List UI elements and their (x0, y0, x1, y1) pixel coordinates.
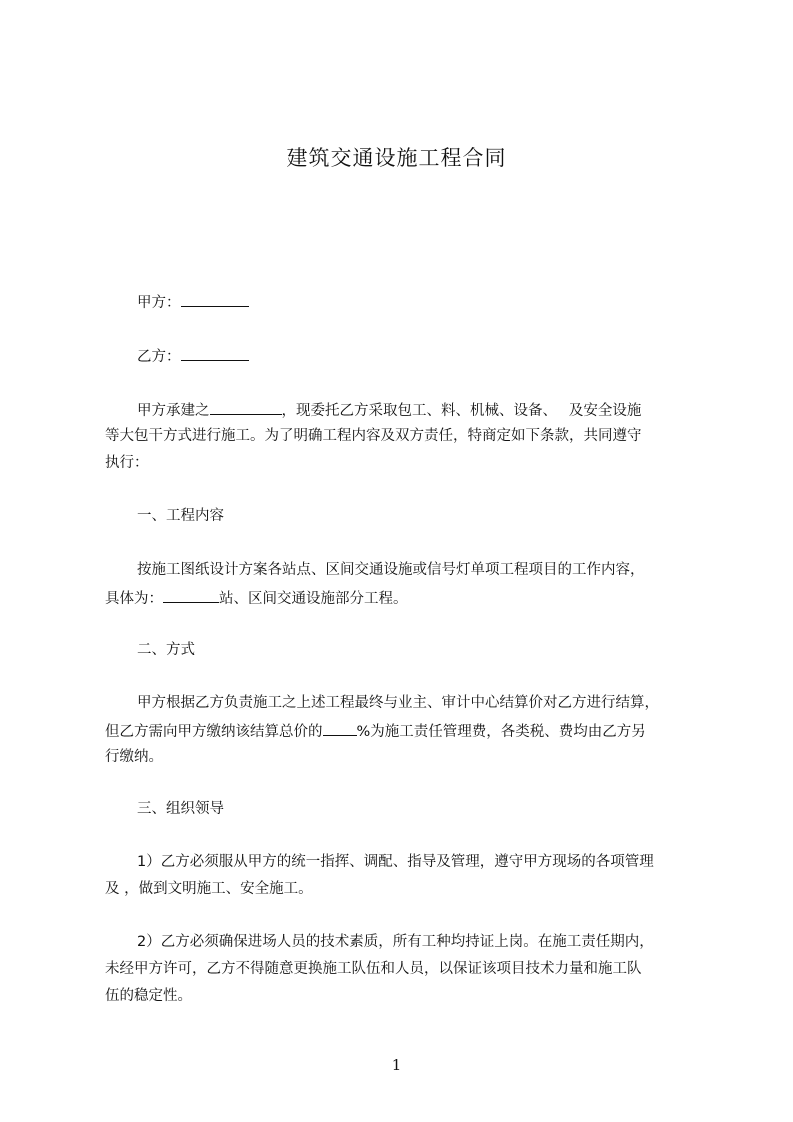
party-a-label: 甲方： (137, 295, 181, 311)
percent-blank (323, 720, 357, 736)
station-blank (163, 587, 219, 603)
section-3-item-1-line-2: 及 ，做到文明施工、安全施工。 (105, 881, 313, 897)
section-3-item-2-line-2: 未经甲方许可，乙方不得随意更换施工队伍和人员，以保证该项目技术力量和施工队 (105, 961, 642, 977)
section-3-heading: 三、组织领导 (137, 801, 224, 817)
section-1-line-1: 按施工图纸设计方案各站点、区间交通设施或信号灯单项工程项目的工作内容， (137, 562, 645, 578)
section-2-line-2 (105, 720, 705, 742)
party-b-label: 乙方： (137, 349, 181, 365)
intro-line-2: 等大包干方式进行施工。为了明确工程内容及双方责任，特商定如下条款，共同遵守 (105, 428, 642, 444)
section-2-line-3: 行缴纳。 (105, 749, 163, 765)
document-title: 建筑交通设施工程合同 (286, 146, 507, 170)
section-2-text: 但乙方需向甲方缴纳该结算总价的 (105, 724, 323, 740)
intro-text: ，现委托乙方采取包工、料、机械、设备、 及安全设施 (281, 403, 642, 419)
intro-text: 甲方承建之 (137, 403, 210, 419)
section-1-text: 站、区间交通设施部分工程。 (219, 591, 408, 607)
section-3-item-2-line-3: 伍的稳定性。 (105, 988, 192, 1004)
project-blank (210, 399, 282, 415)
page-number: 1 (391, 1056, 402, 1074)
intro-line-1 (105, 399, 737, 421)
section-2-heading: 二、方式 (137, 642, 195, 658)
party-b-line (105, 345, 737, 367)
section-1-line-2 (105, 587, 705, 609)
party-a-blank (181, 291, 249, 307)
party-b-blank (181, 345, 249, 361)
section-1-heading: 一、工程内容 (137, 508, 224, 524)
section-2-line-1: 甲方根据乙方负责施工之上述工程最终与业主、审计中心结算价对乙方进行结算， (137, 695, 659, 711)
section-2-text: %为施工责任管理费，各类税、费均由乙方另 (356, 724, 646, 740)
section-3-item-2-line-1: 2）乙方必须确保进场人员的技术素质，所有工种均持证上岗。在施工责任期内， (137, 934, 654, 950)
section-3-item-1-line-1: 1）乙方必须服从甲方的统一指挥、调配、指导及管理，遵守甲方现场的各项管理 (137, 854, 654, 870)
section-1-text: 具体为： (105, 591, 163, 607)
intro-line-3: 执行： (105, 455, 149, 471)
party-a-line (105, 291, 737, 313)
